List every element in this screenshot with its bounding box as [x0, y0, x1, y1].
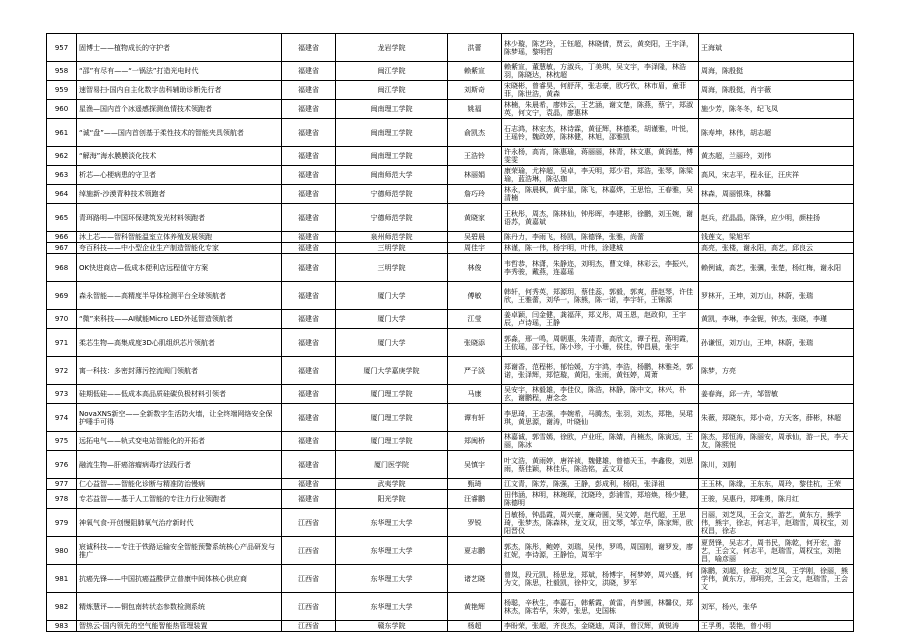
row-number-cell: 972 — [47, 357, 77, 385]
project-name-cell: 硅期低硅——低成本高品质硅碳负极材料引领者 — [77, 385, 282, 404]
leader-cell: 诸艺晓 — [448, 565, 502, 593]
row-number-cell: 975 — [47, 432, 77, 451]
team-members-cell: 郑谢香，范程彬，郁怡媛，方宇鸿，李浩，杨鹏，林雅尧，郭诺，张泽辉，郑恺璇，黄阳，张雨，黄钰婷，周萧 — [502, 357, 699, 385]
project-name-cell: 森永智能——高精度半导体检测平台全球领航者 — [77, 282, 282, 310]
province-cell: 福建省 — [282, 34, 336, 62]
province-cell: 福建省 — [282, 451, 336, 479]
project-name-cell: 固博士——植物成长的守护者 — [77, 34, 282, 62]
province-cell: 福建省 — [282, 81, 336, 100]
leader-cell: 杨超 — [448, 621, 502, 632]
school-cell: 东华理工大学 — [336, 565, 448, 593]
row-number-cell: 962 — [47, 147, 77, 166]
advisors-cell: 夏贤锋，吴志才，周书民，陈乾，何开宏，游艺，王会文，何志平，赵瑞雪，周权宝，刘艳昌，喻彦丽 — [699, 537, 854, 565]
team-members-cell: 林楠，朱晨希，廖炜云，王艺涵，谢文楚，陈燕，蔡宁，郑淑英，何文宁，袁晶，廖惠林 — [502, 100, 699, 119]
table-row — [47, 232, 854, 243]
province-cell: 江西省 — [282, 621, 336, 632]
project-name-cell: 速智易扫-国内自主化数字齿科辅助诊断先行者 — [77, 81, 282, 100]
row-number-cell: 957 — [47, 34, 77, 62]
table-row — [47, 593, 854, 621]
row-number-cell: 959 — [47, 81, 77, 100]
school-cell: 东华理工大学 — [336, 509, 448, 537]
row-number-cell: 969 — [47, 282, 77, 310]
advisors-cell: 高亮，张楼，谢永阳，高艺，邱良云 — [699, 243, 854, 254]
team-members-cell: 林嘉诚，郭雪嫣，徐欧，卢业旺，陈婧，肖楠杰，陈寅远，王丽，陈冰 — [502, 432, 699, 451]
table-row — [47, 490, 854, 509]
project-name-cell: 绰施新-沙漠青种技术领跑者 — [77, 185, 282, 204]
advisors-cell: 王玉林，陈缘，王东东，周玲，黎佳杭，王荣 — [699, 479, 854, 490]
leader-cell: 吴碧晨 — [448, 232, 502, 243]
project-name-cell: “解海”海水膜膜淡化技术 — [77, 147, 282, 166]
team-members-cell: 田伟涵，林明，林琬琛，沈晓玲，彭浦雪，郑培焕，杨少健，陈德明 — [502, 490, 699, 509]
team-members-cell: 曾岚，段元凯，杨思龙，郑斌，杨博宇，柯梦婷，周兴盛，何为文，陈思，杜毅凯，徐仲文，洪晓，罗军 — [502, 565, 699, 593]
team-members-cell: 石志鸿，林宏杰，林诗霖，黄征辉，林德柔，胡谨雅，叶悦，王瑶铃，魏政婷，陈林健，林旭，邵雅凯 — [502, 119, 699, 147]
leader-cell: 夏志鹏 — [448, 537, 502, 565]
leader-cell: 马康 — [448, 385, 502, 404]
row-number-cell: 981 — [47, 565, 77, 593]
project-name-cell: 柔芯生物—高集成度3D心肌组织芯片领航者 — [77, 329, 282, 357]
advisors-cell: 陈梦，方亮 — [699, 357, 854, 385]
advisors-cell: 罗林开，王坤，刘万山，林蔚，张瑞 — [699, 282, 854, 310]
leader-cell: 王浩铃 — [448, 147, 502, 166]
school-cell: 龙岩学院 — [336, 34, 448, 62]
province-cell: 福建省 — [282, 204, 336, 232]
school-cell: 闽江学院 — [336, 81, 448, 100]
school-cell: 三明学院 — [336, 254, 448, 282]
school-cell: 闽南理工学院 — [336, 100, 448, 119]
row-number-cell: 958 — [47, 62, 77, 81]
table-row — [47, 243, 854, 254]
team-members-cell: 杨聪，辛秋生，李嘉石，韩紫霞，黄雷，肖梦圆，林馨仪，郑林杰，陈若华，朱婷，张思，史国栋 — [502, 593, 699, 621]
row-number-cell: 979 — [47, 509, 77, 537]
project-name-cell: “微”来科技——AI赋能Micro LED外延智造领航者 — [77, 310, 282, 329]
team-members-cell: 吕敏杨，钟晶霞，周兴豪，廉奇圆，吴文婷，赵代超，王思琦，张梦杰，陈森林，龙文双，田文琴，邹立华，陈家辉，欧阳晋仪 — [502, 509, 699, 537]
advisors-cell: 王孚勇，裴艳，曾小明 — [699, 621, 854, 632]
school-cell: 闽江学院 — [336, 62, 448, 81]
table-row — [47, 147, 854, 166]
school-cell: 东华理工大学 — [336, 537, 448, 565]
project-name-cell: 青珥路明—中国环保建筑发光材料领跑者 — [77, 204, 282, 232]
table-row — [47, 479, 854, 490]
province-cell: 福建省 — [282, 385, 336, 404]
project-name-cell: 精炼慧评——铜包南转状态参数检测系统 — [77, 593, 282, 621]
province-cell: 福建省 — [282, 119, 336, 147]
project-name-cell: 宸诚科技——专注于铁路运输安全智能预警系统核心产品研发与推广 — [77, 537, 282, 565]
table-row — [47, 385, 854, 404]
province-cell: 福建省 — [282, 404, 336, 432]
province-cell: 福建省 — [282, 243, 336, 254]
advisors-cell: 姜春海，邱一卉，邹智敏 — [699, 385, 854, 404]
team-members-cell: 韦哲恭，林潇，朱静迩，刘明杰，曹文烽，林彩云，李振兴，李秀骏，戴燕，连嘉瑶 — [502, 254, 699, 282]
leader-cell: 郑闽桥 — [448, 432, 502, 451]
table-row — [47, 451, 854, 479]
advisors-cell: 林森，周丽银珠，林馨 — [699, 185, 854, 204]
advisors-cell: 赖例诚，高艺，张骥，张楚，杨红梅，谢永阳 — [699, 254, 854, 282]
leader-cell: 江莹 — [448, 310, 502, 329]
team-members-cell: 姜卓颖，闫金健，龚福萍，郑义彤，周玉恩，赵政仰，王宇辰，卢诗瑶，王静 — [502, 310, 699, 329]
leader-cell: 詹巧玲 — [448, 185, 502, 204]
province-cell: 江西省 — [282, 537, 336, 565]
table-row — [47, 185, 854, 204]
project-name-cell: 抗癌先锋——中国抗癌益酸伊立普康中间体核心供应商 — [77, 565, 282, 593]
province-cell: 福建省 — [282, 147, 336, 166]
team-members-cell: 郭杰，陈彤，鲍婷，刘瑞，吴伟，罗鸣，周国刚，谢罗发，廖红妮，李诗源，王静怡，周军宇 — [502, 537, 699, 565]
table-row — [47, 62, 854, 81]
province-cell: 福建省 — [282, 166, 336, 185]
province-cell: 福建省 — [282, 310, 336, 329]
advisors-cell: 王海斌 — [699, 34, 854, 62]
school-cell: 东华理工大学 — [336, 593, 448, 621]
advisors-cell: 吕丽，刘芝凤，王会文，游艺，黄东方，熊学伟，熊宇，徐志，何志平，赵瑞雪，周权宝，刘权昌，徐志 — [699, 509, 854, 537]
row-number-cell: 983 — [47, 621, 77, 632]
province-cell: 福建省 — [282, 490, 336, 509]
province-cell: 福建省 — [282, 254, 336, 282]
advisors-cell: 钱莲文，梁旭军 — [699, 232, 854, 243]
school-cell: 厦门大学嘉庚学院 — [336, 357, 448, 385]
project-name-cell: 神氧气食-开创慢阻肺氧气治疗新时代 — [77, 509, 282, 537]
table-row — [47, 204, 854, 232]
leader-cell: 傅敏 — [448, 282, 502, 310]
leader-cell: 严子淡 — [448, 357, 502, 385]
results-table — [46, 33, 854, 632]
leader-cell: 赖紫宣 — [448, 62, 502, 81]
province-cell: 福建省 — [282, 185, 336, 204]
table-row — [47, 432, 854, 451]
table-row — [47, 404, 854, 432]
school-cell: 泉州师范学院 — [336, 232, 448, 243]
province-cell: 福建省 — [282, 62, 336, 81]
advisors-cell: 陈川，刘刚 — [699, 451, 854, 479]
project-name-cell: 析芯—心梗病患的守卫者 — [77, 166, 282, 185]
table-row — [47, 166, 854, 185]
project-name-cell: 智热云-国内领先的空气能智能热管理装置 — [77, 621, 282, 632]
project-name-cell: 沐上芯——智科智能温室立体养殖发展领跑 — [77, 232, 282, 243]
school-cell: 厦门理工学院 — [336, 385, 448, 404]
team-members-cell: 叶文浩，黄雨婷，唐祥祯，魏健雄，曾德天玉，李鑫俊，刘思雨，蔡佳颖，林佳乐，陈浩铭，孟文双 — [502, 451, 699, 479]
project-name-cell: NovaXNS新空——全新数字生活防火墙，让全终端网络安全保护唾手可得 — [77, 404, 282, 432]
school-cell: 赣东学院 — [336, 621, 448, 632]
project-name-cell: 远拓电气——轨式变电站智能化的开拓者 — [77, 432, 282, 451]
table-row — [47, 282, 854, 310]
table-row — [47, 509, 854, 537]
school-cell: 厦门大学 — [336, 282, 448, 310]
province-cell: 福建省 — [282, 479, 336, 490]
advisors-cell: 黄凯，李琳，李金铌，钟杰，张晓，李瑾 — [699, 310, 854, 329]
row-number-cell: 973 — [47, 385, 77, 404]
advisors-cell: 陈寿坤，林伟，胡志超 — [699, 119, 854, 147]
school-cell: 厦门理工学院 — [336, 404, 448, 432]
row-number-cell: 970 — [47, 310, 77, 329]
table-row — [47, 119, 854, 147]
row-number-cell: 966 — [47, 232, 77, 243]
advisors-cell: 王骏，吴惠丹，郑唯勇，陈月红 — [699, 490, 854, 509]
advisors-cell: 周海，陈殷挺 — [699, 62, 854, 81]
school-cell: 厦门大学 — [336, 310, 448, 329]
team-members-cell: 郭淼，邢一鸣，周朝惠，朱靖青，高欣文，谭子程，蒋明霞，王依瑶，邵子钰，陈小珍，于小珊，侯佳，钟昌晨，张宇 — [502, 329, 699, 357]
province-cell: 江西省 — [282, 509, 336, 537]
team-members-cell: 林少璇，陈艺玲，王钰超，林晓倩，贾云，黄奕阳，王宇泽，陈梦瑶，黎明哲 — [502, 34, 699, 62]
table-row — [47, 310, 854, 329]
table-row — [47, 537, 854, 565]
leader-cell: 刘斯奇 — [448, 81, 502, 100]
project-name-cell: 专芯益智——基于人工智能的专注力行业领跑者 — [77, 490, 282, 509]
row-number-cell: 977 — [47, 479, 77, 490]
leader-cell: 汪睿鹏 — [448, 490, 502, 509]
team-members-cell: 韩轩，何秀英，郑源玥，蔡佳蕊，郭毅，郭爽，薛赵琴，许佳欣，王雅蕾，刘华一，陈熊，陈一诺，李宇轩，王锦源 — [502, 282, 699, 310]
row-number-cell: 965 — [47, 204, 77, 232]
school-cell: 厦门理工学院 — [336, 432, 448, 451]
project-name-cell: 星渔—国内首个冰遥感探测鱼情技术领跑者 — [77, 100, 282, 119]
leader-cell: 姚福 — [448, 100, 502, 119]
row-number-cell: 978 — [47, 490, 77, 509]
team-members-cell: 赖紫宣，董慧敏，方淑兵，丁美琪，吴文宇，李泽隆，林浩羽，陈晓达，林枕超 — [502, 62, 699, 81]
project-name-cell: 融流生物—肝癌溶瘤病毒疗法践行者 — [77, 451, 282, 479]
school-cell: 阳光学院 — [336, 490, 448, 509]
table-row — [47, 565, 854, 593]
advisors-cell: 孙谦恒，刘万山，王坤，林蔚，张瑞 — [699, 329, 854, 357]
leader-cell: 甄琦 — [448, 479, 502, 490]
school-cell: 厦门大学 — [336, 329, 448, 357]
advisors-cell: 周海，陈殷挺，肖宇薇 — [699, 81, 854, 100]
school-cell: 闽南理工学院 — [336, 147, 448, 166]
table-row — [47, 254, 854, 282]
table-row — [47, 621, 854, 632]
school-cell: 厦门医学院 — [336, 451, 448, 479]
table-row — [47, 329, 854, 357]
leader-cell: 谭有轩 — [448, 404, 502, 432]
school-cell: 闽南师范大学 — [336, 166, 448, 185]
leader-cell: 黄艳辉 — [448, 593, 502, 621]
table-row — [47, 357, 854, 385]
province-cell: 福建省 — [282, 432, 336, 451]
project-name-cell: OK快进商店—低成本便利店远程值守方案 — [77, 254, 282, 282]
row-number-cell: 974 — [47, 404, 77, 432]
row-number-cell: 967 — [47, 243, 77, 254]
advisors-cell: 陈鹏，刘超，徐志，刘芝凤，王学刚，徐丽，熊学伟，黄东方，邢明亮，王会文，赵瑞雪，王会文 — [699, 565, 854, 593]
project-name-cell: 仁心益智——智能化诊断与精准防治慢病 — [77, 479, 282, 490]
row-number-cell: 980 — [47, 537, 77, 565]
project-name-cell: “邵”有尽有——“一锅法”打造光电时代 — [77, 62, 282, 81]
advisors-cell: 刘军，杨兴，张华 — [699, 593, 854, 621]
project-name-cell: “诚“盘”——国内首创基于柔性技术的智能夹具领航者 — [77, 119, 282, 147]
leader-cell: 林俊 — [448, 254, 502, 282]
team-members-cell: 陈丹力，李雨飞，杨凯，陈德锋，张雅，尚蕾 — [502, 232, 699, 243]
advisors-cell: 高风，宋志平，程永征，汪庆祥 — [699, 166, 854, 185]
team-members-cell: 李思琦，王志强，李婉希，马腾杰，张羽，刘杰，郑艳，吴珺琪，黄思源，谢涛，叶晓仙 — [502, 404, 699, 432]
table-body — [47, 34, 854, 632]
province-cell: 江西省 — [282, 565, 336, 593]
table-row — [47, 100, 854, 119]
advisors-cell: 黄杰超，兰丽玲，刘伟 — [699, 147, 854, 166]
team-members-cell: 李盼荣，张超，齐良杰，金晓迪，周泽，曾汉辉，黄锐涛 — [502, 621, 699, 632]
advisors-cell: 施少芳，陈冬冬，纪飞凤 — [699, 100, 854, 119]
leader-cell: 张晓添 — [448, 329, 502, 357]
province-cell: 福建省 — [282, 100, 336, 119]
row-number-cell: 976 — [47, 451, 77, 479]
province-cell: 福建省 — [282, 329, 336, 357]
leader-cell: 周佳宇 — [448, 243, 502, 254]
advisors-cell: 陈杰，郑恒涛，陈丽安，周承仙，游一民，李天友，陈熙悦 — [699, 432, 854, 451]
team-members-cell: 江文青，陈芳，陈强，王静，彭成利，杨阳，张泽祖 — [502, 479, 699, 490]
row-number-cell: 961 — [47, 119, 77, 147]
leader-cell: 罗锐 — [448, 509, 502, 537]
row-number-cell: 968 — [47, 254, 77, 282]
leader-cell: 俞凯杰 — [448, 119, 502, 147]
team-members-cell: 王秋彤，周杰，陈林仙，钟彤晖，李建彬，徐鹏，刘玉婉，谢语苏，黄嘉斌 — [502, 204, 699, 232]
province-cell: 福建省 — [282, 232, 336, 243]
table-row — [47, 34, 854, 62]
advisors-cell: 朱薇，郑晓东，郑小奇，方天客，薛彬，林超 — [699, 404, 854, 432]
leader-cell: 吴慎宇 — [448, 451, 502, 479]
school-cell: 宁德师范学院 — [336, 185, 448, 204]
project-name-cell: 寓一科技：多密封薄污控流阀门领航者 — [77, 357, 282, 385]
school-cell: 武夷学院 — [336, 479, 448, 490]
team-members-cell: 康荣瑜，尤梓超，吴卓，李天明，郑少君，郑浩，张琴，陈梁瑜，蓝浩琳，陈弘珈 — [502, 166, 699, 185]
leader-cell: 洪蕾 — [448, 34, 502, 62]
row-number-cell: 960 — [47, 100, 77, 119]
school-cell: 宁德师范学院 — [336, 204, 448, 232]
school-cell: 闽南理工学院 — [336, 119, 448, 147]
team-members-cell: 宋晓彬，曾睿昊，何舒萍，张志豪，欧巧钦，林市眉，童菲菲，陈世浩，黄森 — [502, 81, 699, 100]
table-row — [47, 81, 854, 100]
school-cell: 三明学院 — [336, 243, 448, 254]
project-name-cell: 夸百科技——中小型企业生产制造智能化专家 — [77, 243, 282, 254]
province-cell: 江西省 — [282, 593, 336, 621]
province-cell: 福建省 — [282, 282, 336, 310]
leader-cell: 林丽娟 — [448, 166, 502, 185]
team-members-cell: 许永杨，高宵，陈惠瑜，蒋丽丽，林青，林文惠，黄润基，傅雯雯 — [502, 147, 699, 166]
row-number-cell: 982 — [47, 593, 77, 621]
leader-cell: 黄晓家 — [448, 204, 502, 232]
province-cell: 福建省 — [282, 357, 336, 385]
advisors-cell: 赵兵，荭晶晶，陈锋，应少明，颜桂扬 — [699, 204, 854, 232]
row-number-cell: 964 — [47, 185, 77, 204]
team-members-cell: 林永，陈晨枫，黄宇星，陈飞，林嘉烨，王思怡，王春雅，吴清楠 — [502, 185, 699, 204]
row-number-cell: 963 — [47, 166, 77, 185]
row-number-cell: 971 — [47, 329, 77, 357]
team-members-cell: 吴安宇，林毅雄，李佳仪，陈浩，林静，陈中文，林兴，朴玄，谢鹏程，唐念念 — [502, 385, 699, 404]
team-members-cell: 林谨，陈一伟，杨宇明，叶伟，涂建城 — [502, 243, 699, 254]
